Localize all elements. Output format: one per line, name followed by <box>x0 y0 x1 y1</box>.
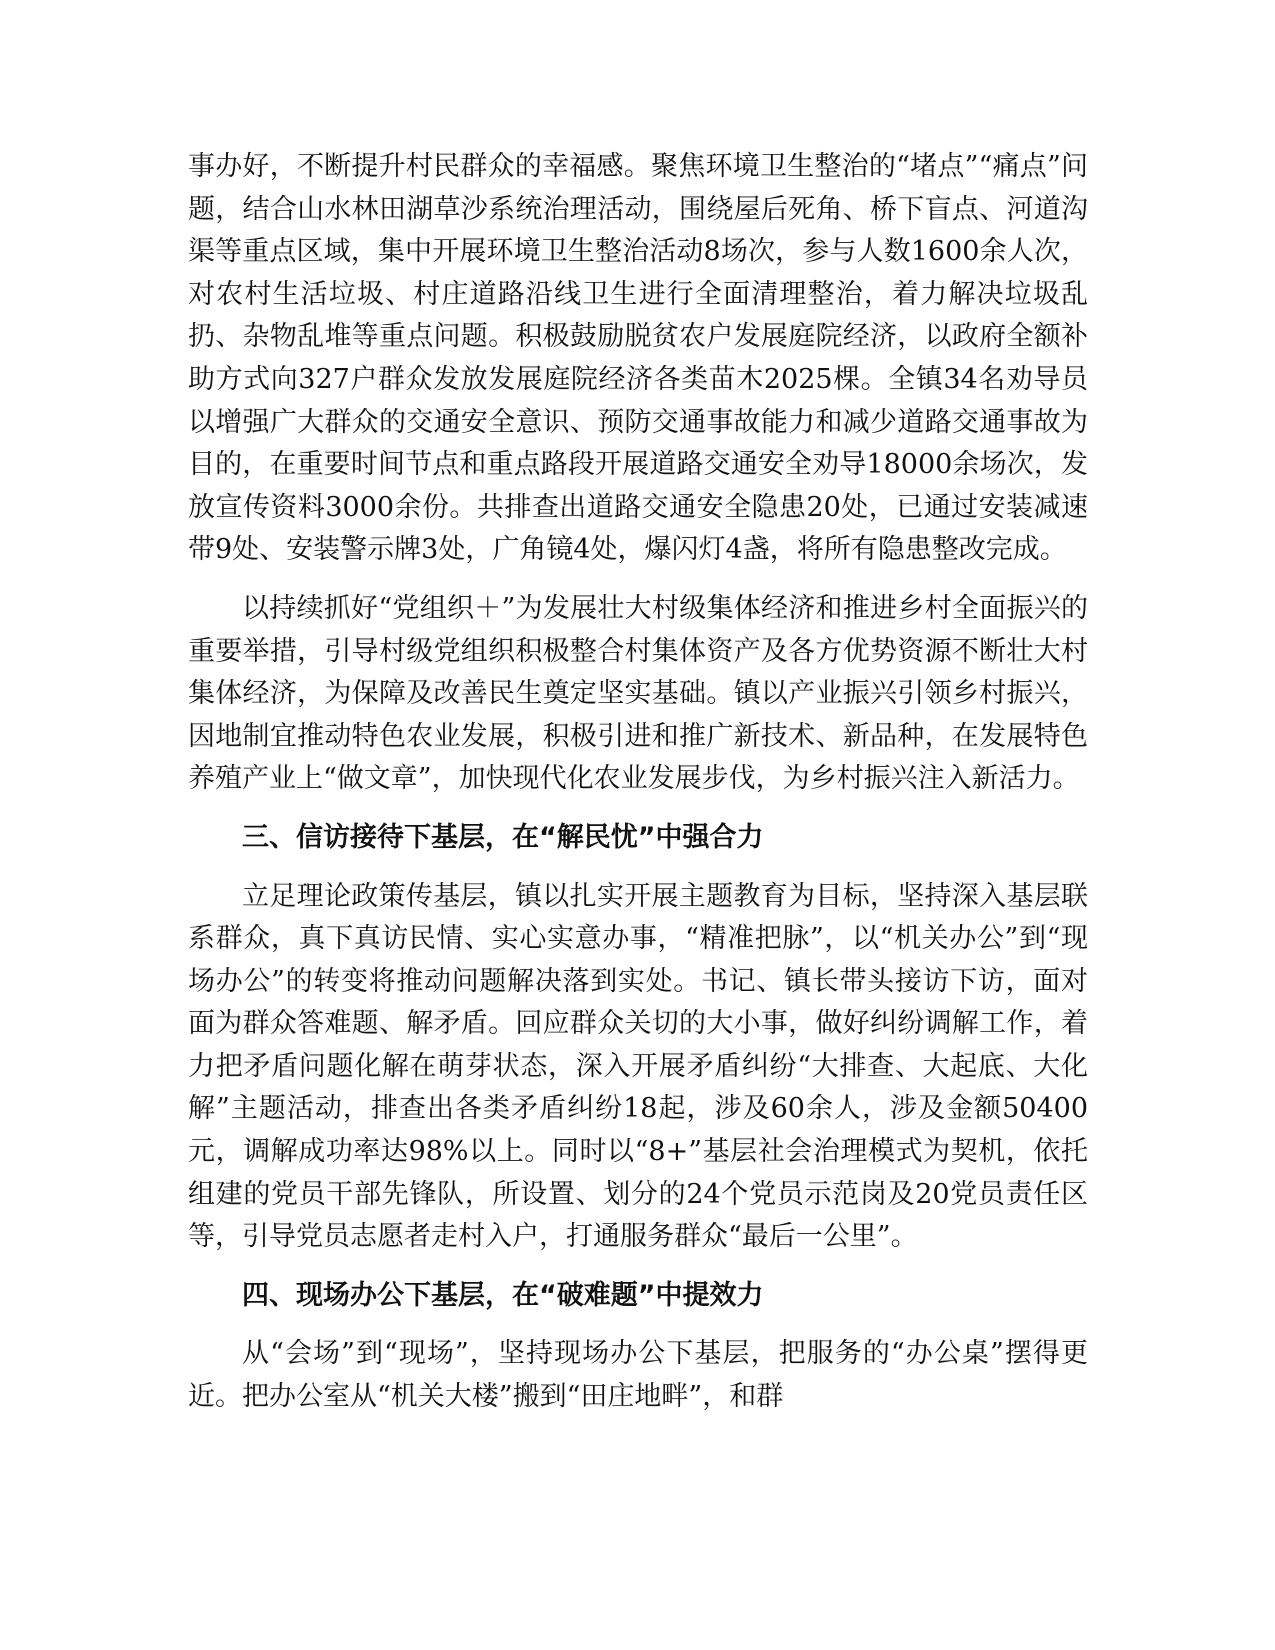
paragraph-party-organization: 以持续抓好“党组织＋”为发展壮大村级集体经济和推进乡村全面振兴的重要举措，引导村级党组织积极整合村集体资产及各方优势资源不断壮大村集体经济，为保障及改善民生奠定坚实基础。镇以产业振兴引领乡村振兴，因地制宜推动特色农业发展，积极引进和推广新技术、新品种，在发展特色养殖产业上“做文章”，加快现代化农业发展步伐，为乡村振兴注入新活力。 <box>188 592 1088 795</box>
document-page <box>188 146 1088 1419</box>
section-heading-onsite-office: 四、现场办公下基层，在“破难题”中提效力 <box>242 1279 764 1311</box>
paragraph-petition: 立足理论政策传基层，镇以扎实开展主题教育为目标，坚持深入基层联系群众，真下真访民情、实心实意办事，“精准把脉”，以“机关办公”到“现场办公”的转变将推动问题解决落到实处。书记、镇长带头接访下访，面对面为群众答难题、解矛盾。回应群众关切的大小事，做好纠纷调解工作，着力把矛盾问题化解在萌芽状态，深入开展矛盾纠纷“大排查、大起底、大化解”主题活动，排查出各类矛盾纠纷18起，涉及60余人，涉及金额50400元，调解成功率达98%以上。同时以“8+”基层社会治理模式为契机，依托组建的党员干部先锋队，所设置、划分的24个党员示范岗及20党员责任区等，引导党员志愿者走村入户，打通服务群众“最后一公里”。 <box>188 880 1088 1253</box>
paragraph-environment: 事办好，不断提升村民群众的幸福感。聚焦环境卫生整治的“堵点”“痛点”问题，结合山水林田湖草沙系统治理活动，围绕屋后死角、桥下盲点、河道沟渠等重点区域，集中开展环境卫生整治活动8场次，参与人数1600余人次，对农村生活垃圾、村庄道路沿线卫生进行全面清理整治，着力解决垃圾乱扔、杂物乱堆等重点问题。积极鼓励脱贫农户发展庭院经济，以政府全额补助方式向327户群众发放发展庭院经济各类苗木2025棵。全镇34名劝导员以增强广大群众的交通安全意识、预防交通事故能力和减少道路交通事故为目的，在重要时间节点和重点路段开展道路交通安全劝导18000余场次，发放宣传资料3000余份。共排查出道路交通安全隐患20处，已通过安装减速带9处、安装警示牌3处，广角镜4处，爆闪灯4盏，将所有隐患整改完成。 <box>188 151 1088 566</box>
paragraph-onsite-office: 从“会场”到“现场”，坚持现场办公下基层，把服务的“办公桌”摆得更近。把办公室从“机关大楼”搬到“田庄地畔”，和群 <box>188 1338 1088 1413</box>
section-heading-petition: 三、信访接待下基层，在“解民忧”中强合力 <box>242 821 764 853</box>
